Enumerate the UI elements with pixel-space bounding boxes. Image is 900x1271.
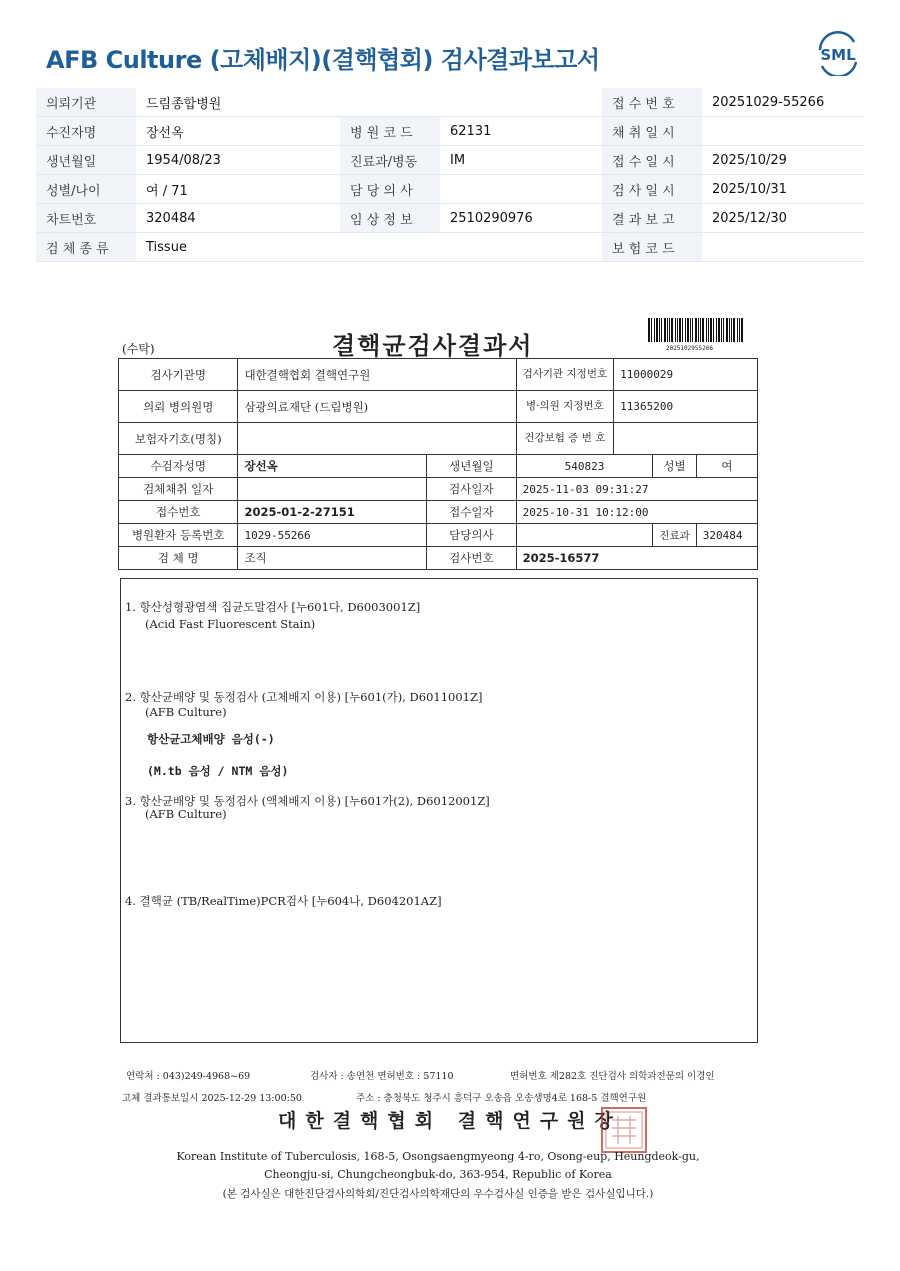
barcode-bar — [737, 318, 738, 342]
patient-info-table — [36, 88, 864, 262]
lab-name: 대한결핵협회 결핵연구원 — [238, 359, 516, 391]
info-value — [440, 233, 602, 262]
info-label: 차트번호 — [36, 204, 136, 233]
info-label: 접 수 번 호 — [602, 88, 702, 117]
barcode-bar — [733, 318, 735, 342]
sex-value: 여 — [696, 455, 757, 478]
lab-code: 11000029 — [614, 359, 758, 391]
result-item-2-sub: (AFB Culture) — [145, 705, 227, 719]
info-label: 채 취 일 시 — [602, 117, 702, 146]
sex-label: 성별 — [653, 455, 696, 478]
license-info: 면허번호 제282호 진단검사 의학과전문의 이경인 — [510, 1071, 715, 1082]
official-seal — [600, 1106, 648, 1154]
barcode-bar — [698, 318, 699, 342]
barcode-bar — [695, 318, 697, 342]
receipt-number: 2025-01-2-27151 — [238, 501, 427, 524]
info-row — [36, 233, 864, 262]
barcode-bar — [677, 318, 678, 342]
report-time: 고체 결과통보일시 2025-12-29 13:00:50 — [122, 1093, 302, 1104]
info-row — [36, 88, 864, 117]
lab-code-label: 검사기관 지정번호 — [516, 359, 613, 391]
barcode-bar — [679, 318, 681, 342]
results-box — [120, 578, 758, 1043]
english-address-2: Cheongju-si, Chungcheongbuk-do, 363-954, Republic of Korea — [264, 1168, 612, 1181]
barcode-bar — [659, 318, 660, 342]
barcode-bar — [675, 318, 676, 342]
barcode-bar — [687, 318, 689, 342]
health-insurance-value — [614, 423, 758, 455]
info-row — [36, 204, 864, 233]
english-address-1: Korean Institute of Tuberculosis, 168-5, Osongsaengmyeong 4-ro, Osong-eup, Heungdeok-gu, — [176, 1150, 700, 1163]
specimen-label: 검 체 명 — [119, 547, 238, 570]
barcode-bar — [729, 318, 730, 342]
culture-result: 항산균고체배양 음성(-) — [147, 732, 275, 746]
info-label: 검 사 일 시 — [602, 175, 702, 204]
barcode-bar — [651, 318, 652, 342]
info-value: 드림종합병원 — [136, 88, 340, 117]
info-value — [440, 88, 602, 117]
barcode-bar — [718, 318, 720, 342]
birth-label: 생년월일 — [427, 455, 517, 478]
page-title: AFB Culture (고체배지)(결핵협회) 검사결과보고서 — [46, 46, 600, 74]
barcode-bar — [702, 318, 704, 342]
institute-name: 대한결핵협회 결핵연구원장 — [278, 1110, 622, 1132]
result-item-1-sub: (Acid Fast Fluorescent Stain) — [145, 617, 316, 631]
registration-label: 병원환자 등록번호 — [119, 524, 238, 547]
barcode-bar — [741, 318, 743, 342]
barcode-bar — [713, 318, 714, 342]
patient-label: 수검자성명 — [119, 455, 238, 478]
barcode-bar — [692, 318, 693, 342]
barcode-bar — [700, 318, 701, 342]
barcode-bar — [661, 318, 662, 342]
insured-value — [238, 423, 516, 455]
tb-certificate-scan — [118, 318, 760, 1218]
certificate-tag: (수탁) — [122, 342, 155, 356]
dept-label: 진료과 — [653, 524, 696, 547]
registration-number: 1029-55266 — [238, 524, 427, 547]
receipt-date-label: 접수일자 — [427, 501, 517, 524]
info-row — [36, 175, 864, 204]
barcode-bar — [682, 318, 683, 342]
info-value: 320484 — [136, 204, 340, 233]
barcode-bar — [706, 318, 707, 342]
info-value: 2025/10/29 — [702, 146, 864, 175]
info-label: 임 상 정 보 — [340, 204, 440, 233]
clinic-name: 삼광의료재단 (드림병원) — [238, 391, 516, 423]
test-number: 2025-16577 — [516, 547, 757, 570]
logo-text: SML — [820, 46, 856, 64]
barcode-bar — [723, 318, 724, 342]
info-value: 1954/08/23 — [136, 146, 340, 175]
address: 주소 : 충청북도 청주시 흥덕구 오송읍 오송생명4로 168-5 결핵연구원 — [356, 1093, 647, 1104]
info-value: IM — [440, 146, 602, 175]
info-label — [340, 233, 440, 262]
collect-date-label: 검체채취 일자 — [119, 478, 238, 501]
logo-arc-bottom — [822, 62, 856, 76]
result-item-3: 3. 항산균배양 및 동정검사 (액체배지 이용) [누601가(2), D6012001Z] — [125, 794, 490, 808]
result-item-3-sub: (AFB Culture) — [145, 807, 227, 821]
info-value: 20251029-55266 — [702, 88, 864, 117]
info-label: 성별/나이 — [36, 175, 136, 204]
test-number-label: 검사번호 — [427, 547, 517, 570]
barcode-number: 2025102955266 — [666, 345, 713, 352]
info-label: 담 당 의 사 — [340, 175, 440, 204]
barcode-bar — [654, 318, 655, 342]
doctor-label: 담당의사 — [427, 524, 517, 547]
info-value: 여 / 71 — [136, 175, 340, 204]
info-label: 진료과/병동 — [340, 146, 440, 175]
birth-value: 540823 — [516, 455, 653, 478]
info-label: 결 과 보 고 — [602, 204, 702, 233]
collect-date — [238, 478, 427, 501]
certificate-info-grid — [118, 358, 758, 570]
info-label: 의뢰기관 — [36, 88, 136, 117]
sml-logo — [814, 30, 862, 76]
barcode-bar — [739, 318, 740, 342]
info-value: 2025/10/31 — [702, 175, 864, 204]
health-insurance-label: 건강보험 증 번 호 — [516, 423, 613, 455]
contact-info: 연락처 : 043)249-4968~69 — [126, 1071, 251, 1082]
info-value: Tissue — [136, 233, 340, 262]
barcode-bar — [721, 318, 722, 342]
barcode-bar — [690, 318, 691, 342]
patient-name: 장선옥 — [238, 455, 427, 478]
barcode-bar — [648, 318, 650, 342]
clinic-code-label: 병·의원 지정번호 — [516, 391, 613, 423]
receipt-number-label: 접수번호 — [119, 501, 238, 524]
barcode-bar — [685, 318, 686, 342]
doctor-value — [516, 524, 653, 547]
barcode-bar — [710, 318, 712, 342]
info-label: 검 체 종 류 — [36, 233, 136, 262]
certificate-title: 결핵균검사결과서 — [332, 331, 534, 360]
barcode-bar — [708, 318, 709, 342]
specimen-value: 조직 — [238, 547, 427, 570]
info-value — [702, 117, 864, 146]
certification-note: (본 검사실은 대한진단검사의학회/진단검사의학재단의 우수검사실 인증을 받은 검사실입니다.) — [222, 1188, 654, 1200]
barcode-bar — [731, 318, 732, 342]
info-label: 접 수 일 시 — [602, 146, 702, 175]
info-value — [440, 175, 602, 204]
culture-detail: (M.tb 음성 / NTM 음성) — [147, 764, 289, 778]
info-value: 2025/12/30 — [702, 204, 864, 233]
info-label — [340, 88, 440, 117]
lab-name-label: 검사기관명 — [119, 359, 238, 391]
insured-label: 보험자기호(명칭) — [119, 423, 238, 455]
result-item-2: 2. 항산균배양 및 동정검사 (고체배지 이용) [누601(가), D6011001Z] — [125, 690, 483, 704]
clinic-label: 의뢰 병의원명 — [119, 391, 238, 423]
barcode — [648, 318, 744, 344]
info-value — [702, 233, 864, 262]
info-label: 수진자명 — [36, 117, 136, 146]
barcode-bar — [726, 318, 728, 342]
examiner-info: 검사자 : 송연천 면허번호 : 57110 — [310, 1071, 454, 1082]
info-row — [36, 117, 864, 146]
test-date: 2025-11-03 09:31:27 — [516, 478, 757, 501]
info-label: 병 원 코 드 — [340, 117, 440, 146]
barcode-bar — [669, 318, 670, 342]
info-row — [36, 146, 864, 175]
receipt-date: 2025-10-31 10:12:00 — [516, 501, 757, 524]
info-value: 62131 — [440, 117, 602, 146]
result-item-1: 1. 항산성형광염색 집균도말검사 [누601다, D6003001Z] — [125, 600, 421, 614]
barcode-bar — [671, 318, 673, 342]
test-date-label: 검사일자 — [427, 478, 517, 501]
info-value: 2510290976 — [440, 204, 602, 233]
result-item-4: 4. 결핵균 (TB/RealTime)PCR검사 [누604나, D604201AZ] — [125, 894, 442, 908]
barcode-bar — [664, 318, 666, 342]
info-label: 생년월일 — [36, 146, 136, 175]
barcode-bar — [656, 318, 658, 342]
barcode-bar — [667, 318, 668, 342]
clinic-code: 11365200 — [614, 391, 758, 423]
info-label: 보 험 코 드 — [602, 233, 702, 262]
info-value: 장선옥 — [136, 117, 340, 146]
dept-value: 320484 — [696, 524, 757, 547]
barcode-bar — [716, 318, 717, 342]
